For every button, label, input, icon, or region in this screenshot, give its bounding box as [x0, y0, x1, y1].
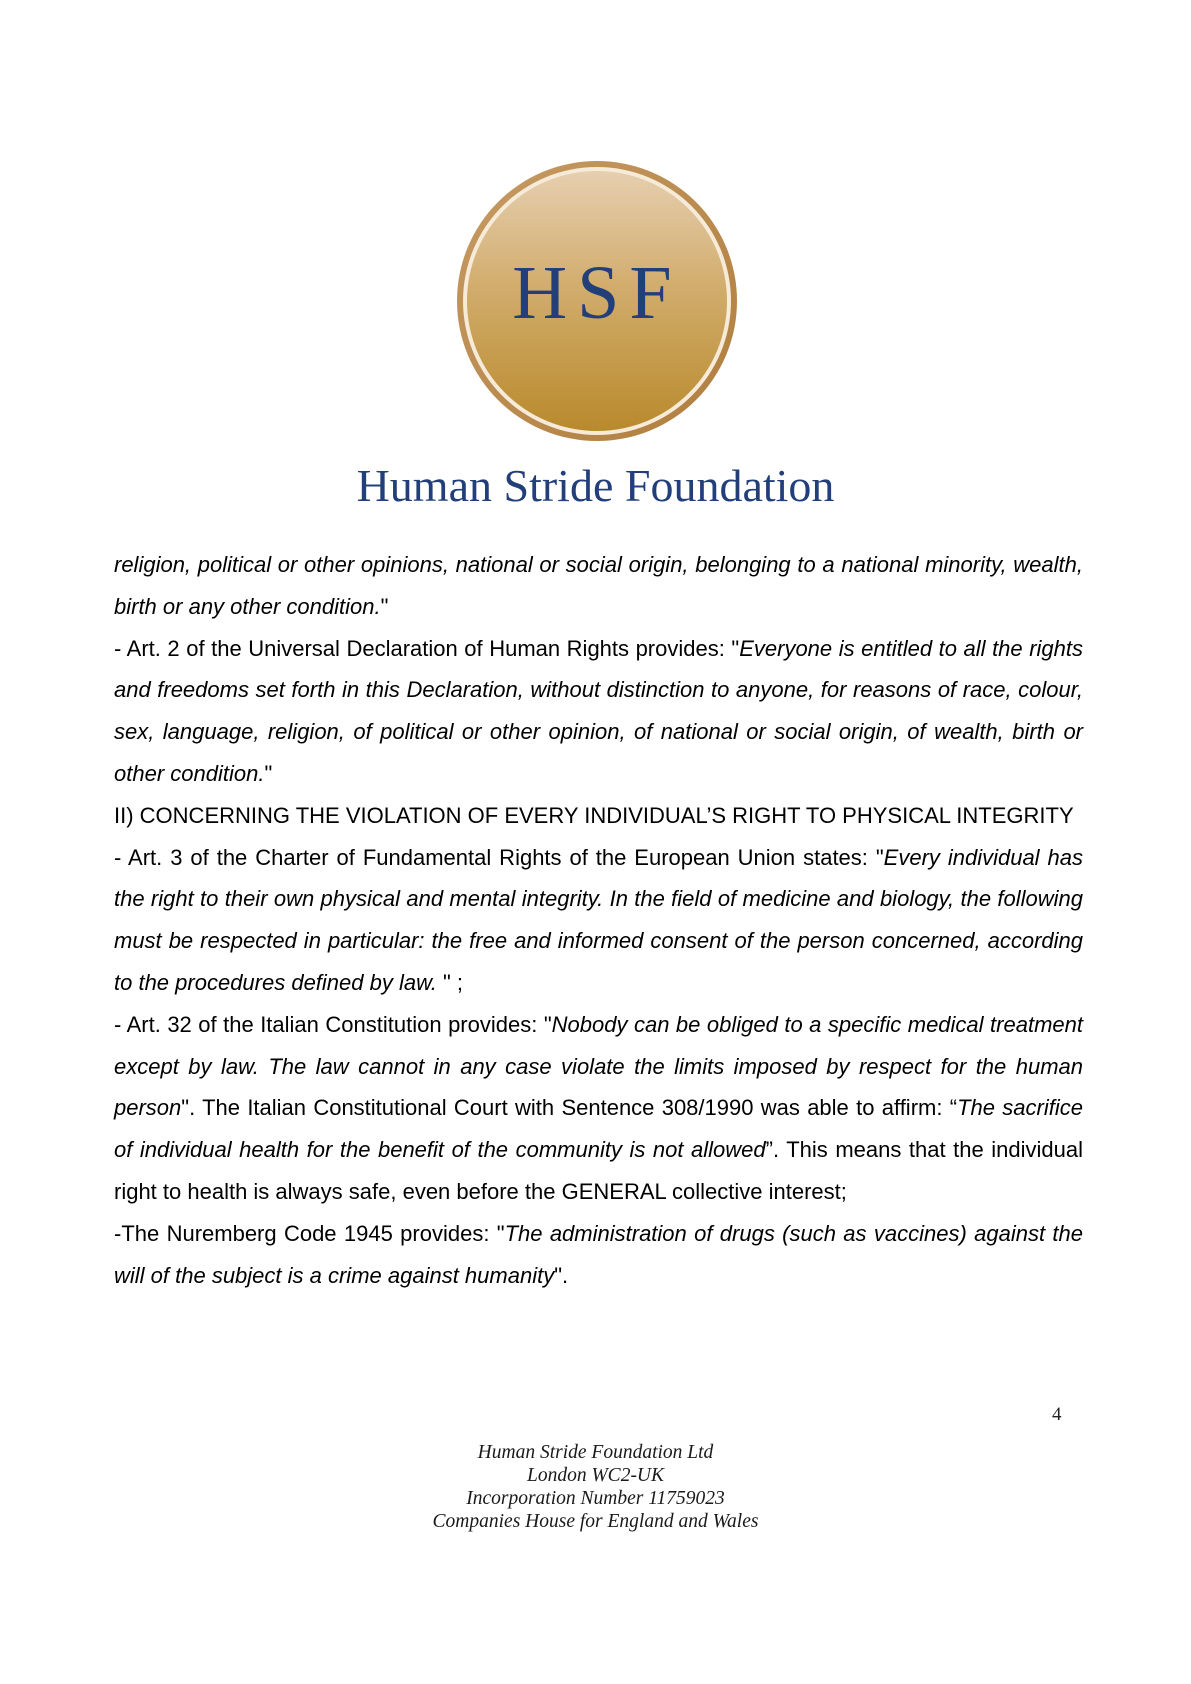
quote-text: Every individual has the right to their own physical and mental integrity. In the field of medicine and biology, the following must be respected in particular: the free and informed consent of the person concerned, according to the procedures defined by law.: [114, 844, 1083, 995]
heading-text: II) CONCERNING THE VIOLATION OF EVERY INDIVIDUAL’S RIGHT TO PHYSICAL INTEGRITY: [114, 802, 1074, 828]
footer-company-name: Human Stride Foundation Ltd: [477, 1442, 714, 1463]
footer-location: London WC2-UK: [526, 1465, 665, 1486]
paragraph-text: ": [264, 760, 273, 786]
paragraph-text: " ;: [436, 969, 464, 995]
quote-text: The sacrifice of individual health for the benefit of the community is not allowed: [114, 1095, 1083, 1163]
paragraph-text: ".: [554, 1262, 569, 1288]
quote-text: religion, political or other opinions, national or social origin, belonging to a national minority, wealth, birth or any other condition.: [114, 552, 1083, 619]
page-number: 4: [1052, 1404, 1062, 1425]
quote-text: Nobody can be obliged to a specific medical treatment except by law. The law cannot in any case violate the limits imposed by respect for the human person: [114, 1011, 1083, 1121]
paragraph-text: - Art. 2 of the Universal Declaration of Human Rights provides: ": [114, 635, 740, 661]
paragraph-2: [114, 628, 1083, 795]
paragraph-5: [114, 1004, 1083, 1213]
hsf-logo-graphic: [456, 160, 738, 442]
paragraph-4: [114, 837, 1083, 1004]
section-heading: [114, 795, 1083, 837]
paragraph-text: ": [380, 593, 389, 619]
paragraph-text: -The Nuremberg Code 1945 provides: ": [114, 1220, 505, 1246]
quote-text: The administration of drugs (such as vaccines) against the will of the subject is a crime against humanity: [114, 1220, 1083, 1288]
quote-text: Everyone is entitled to all the rights and freedoms set forth in this Declaration, without distinction to anyone, for reasons of race, colour, sex, language, religion, of political or other opinion, of national or social origin, of wealth, birth or other condition.: [114, 635, 1083, 786]
footer: [0, 1441, 1191, 1533]
hsf-logo: [456, 160, 738, 442]
paragraph-text: ”. This means that the individual right to health is always safe, even before the GENERAL collective interest;: [114, 1137, 1084, 1204]
paragraph-1: [114, 544, 1083, 628]
paragraph-text: - Art. 3 of the Charter of Fundamental Rights of the European Union states: ": [114, 844, 884, 870]
logo-monogram: HSF: [512, 251, 682, 335]
paragraph-6: [114, 1213, 1083, 1297]
paragraph-text: ". The Italian Constitutional Court with Sentence 308/1990 was able to affirm: “: [181, 1095, 958, 1121]
organization-name: Human Stride Foundation: [356, 460, 835, 511]
footer-incorporation-number: Incorporation Number 11759023: [466, 1488, 725, 1509]
footer-registry: Companies House for England and Wales: [432, 1511, 759, 1532]
document-body: [114, 544, 1083, 1296]
paragraph-text: - Art. 32 of the Italian Constitution provides: ": [114, 1011, 552, 1037]
